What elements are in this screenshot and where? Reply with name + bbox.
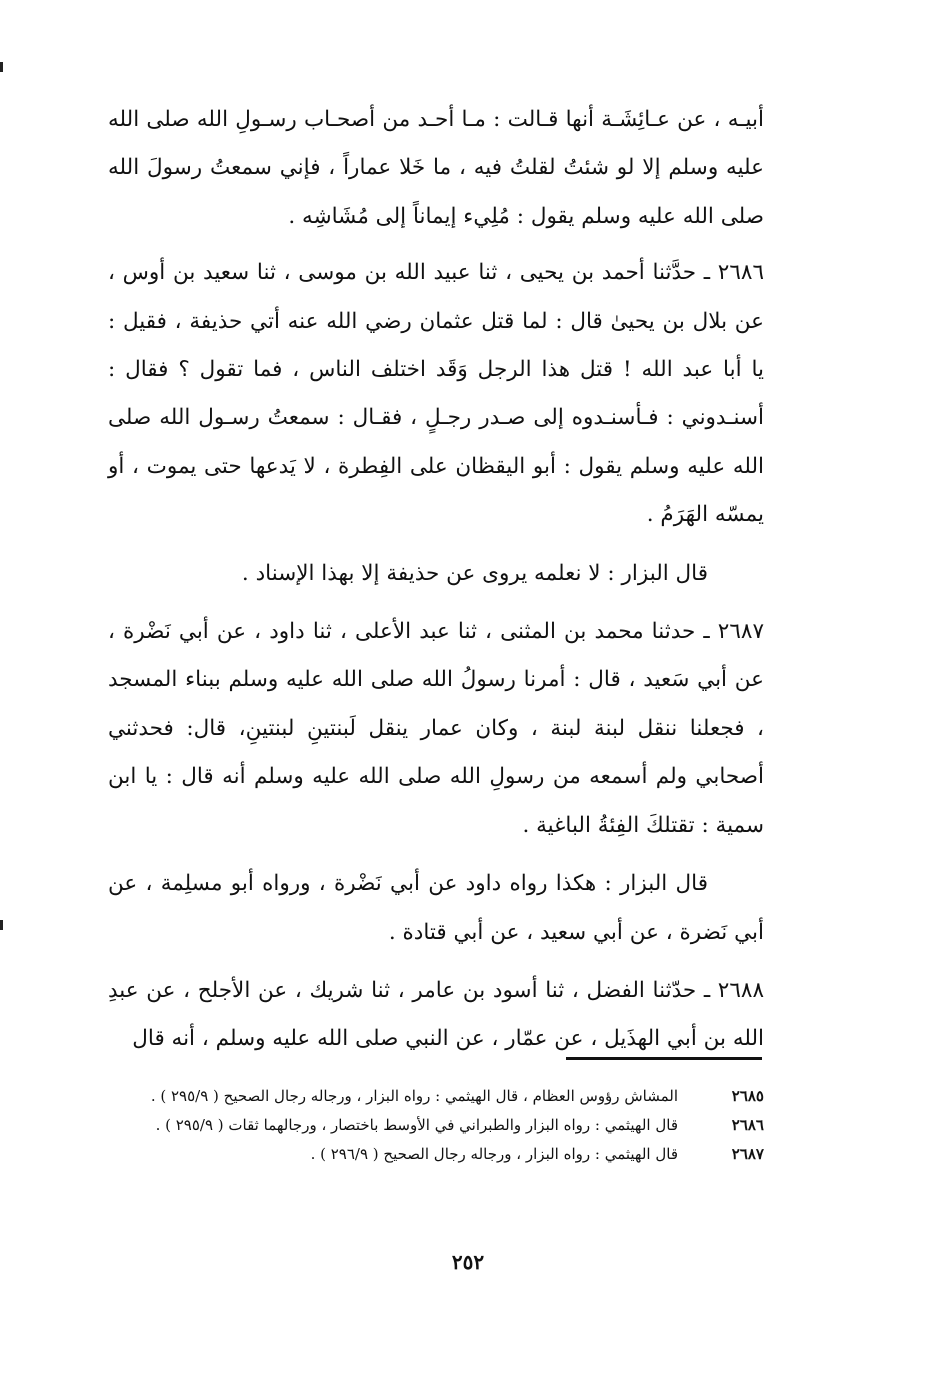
main-text-body: [108, 96, 764, 1074]
footnote-row: [108, 1111, 764, 1140]
footnote-row: [108, 1082, 764, 1111]
page-number: ٢٥٢: [451, 1250, 485, 1274]
footnote-number: ٢٦٨٥: [731, 1087, 764, 1105]
footnote-separator: [566, 1057, 762, 1060]
footnotes: [108, 1082, 764, 1169]
paragraph-hadith-2688: ٢٦٨٨ ـ حدّثنا الفضل ، ثنا أسود بن عامر ، ثنا شريك ، عن الأجلح ، عن عبدِ الله بن أبي الهذَيل ، عن عمّار ، عن النبي صلى الله عليه وسلم ، أنه قال: [108, 977, 764, 1052]
footnote-number: ٢٦٨٦: [731, 1116, 764, 1134]
footnote-number: ٢٦٨٧: [731, 1145, 764, 1163]
footnote-text: قال الهيثمي : رواه البزار ، ورجاله رجال الصحيح ( ٢٩٦/٩ ) .: [310, 1145, 678, 1163]
paragraph-bazzar-comment-2687: قال البزار : هكذا رواه داود عن أبي نَضْرة ، ورواه أبو مسلِمة ، عن أبي نَضرة ، عن أبي سعيد ، عن أبي قتادة .: [108, 871, 764, 945]
paragraph-hadith-2687: ٢٦٨٧ ـ حدثنا محمد بن المثنى ، ثنا عبد الأعلى ، ثنا داود ، عن أبي نَضْرة ، عن أبي سَعيد ، قال : أمرنا رسولُ الله صلى الله عليه وسلم ببناء المسجد ، فجعلنا ننقل لبنة لبنة ، وكان عمار ينقل لَبنتينِ لبنتينِ، قال: فحدثني أصحابي ولم أسمعه من رسولِ الله صلى الله عليه وسلم أنه قال : يا ابن سمية : تقتلكَ الفِئةُ الباغية .: [108, 619, 764, 838]
footnote-text: قال الهيثمي : رواه البزار والطبراني في الأوسط باختصار ، ورجالهما ثقات ( ٢٩٥/٩ ) .: [155, 1116, 678, 1134]
paragraph-hadith-2686: ٢٦٨٦ ـ حدَّثنا أحمد بن يحيى ، ثنا عبيد الله بن موسى ، ثنا سعيد بن أوس ، عن بلال بن يحيىٰ قال : لما قتل عثمان رضي الله عنه أتي حذيفة ، فقيل : يا أبا عبد الله ! قتل هذا الرجل وَقَد اختلف الناس ، فما تقول ؟ فقال : أسنـدوني : فـأسنـدوه إلى صـدر رجـلٍ ، فقـال : سمعتُ رسـول الله صلى الله عليه وسلم يقول : أبو اليقظان على الفِطرة ، لا يَدعها حتى يموت ، أو يمسّه الهَرَمُ .: [108, 260, 764, 528]
scan-edge-mark: [0, 62, 3, 72]
paragraph-bazzar-comment-2686: قال البزار : لا نعلمه يروى عن حذيفة إلا بهذا الإسناد .: [241, 560, 708, 586]
footnote-text: المشاش رؤوس العظام ، قال الهيثمي : رواه البزار ، ورجاله رجال الصحيح ( ٢٩٥/٩ ) .: [150, 1087, 678, 1105]
scan-edge-mark: [0, 920, 3, 930]
paragraph-hadith-2685-end: أبيـه ، عن عـائِشَـة أنها قـالت : مـا أحـد من أصحـاب رسـولِ الله صلى الله عليه وسلم إلا لو شئتُ لقلتُ فيه ، ما خَلا عماراً ، فإني سمعتُ رسولَ الله صلى الله عليه وسلم يقول : مُلِيء إيماناً إلى مُشَاشِه .: [108, 107, 764, 229]
footnote-row: [108, 1140, 764, 1169]
